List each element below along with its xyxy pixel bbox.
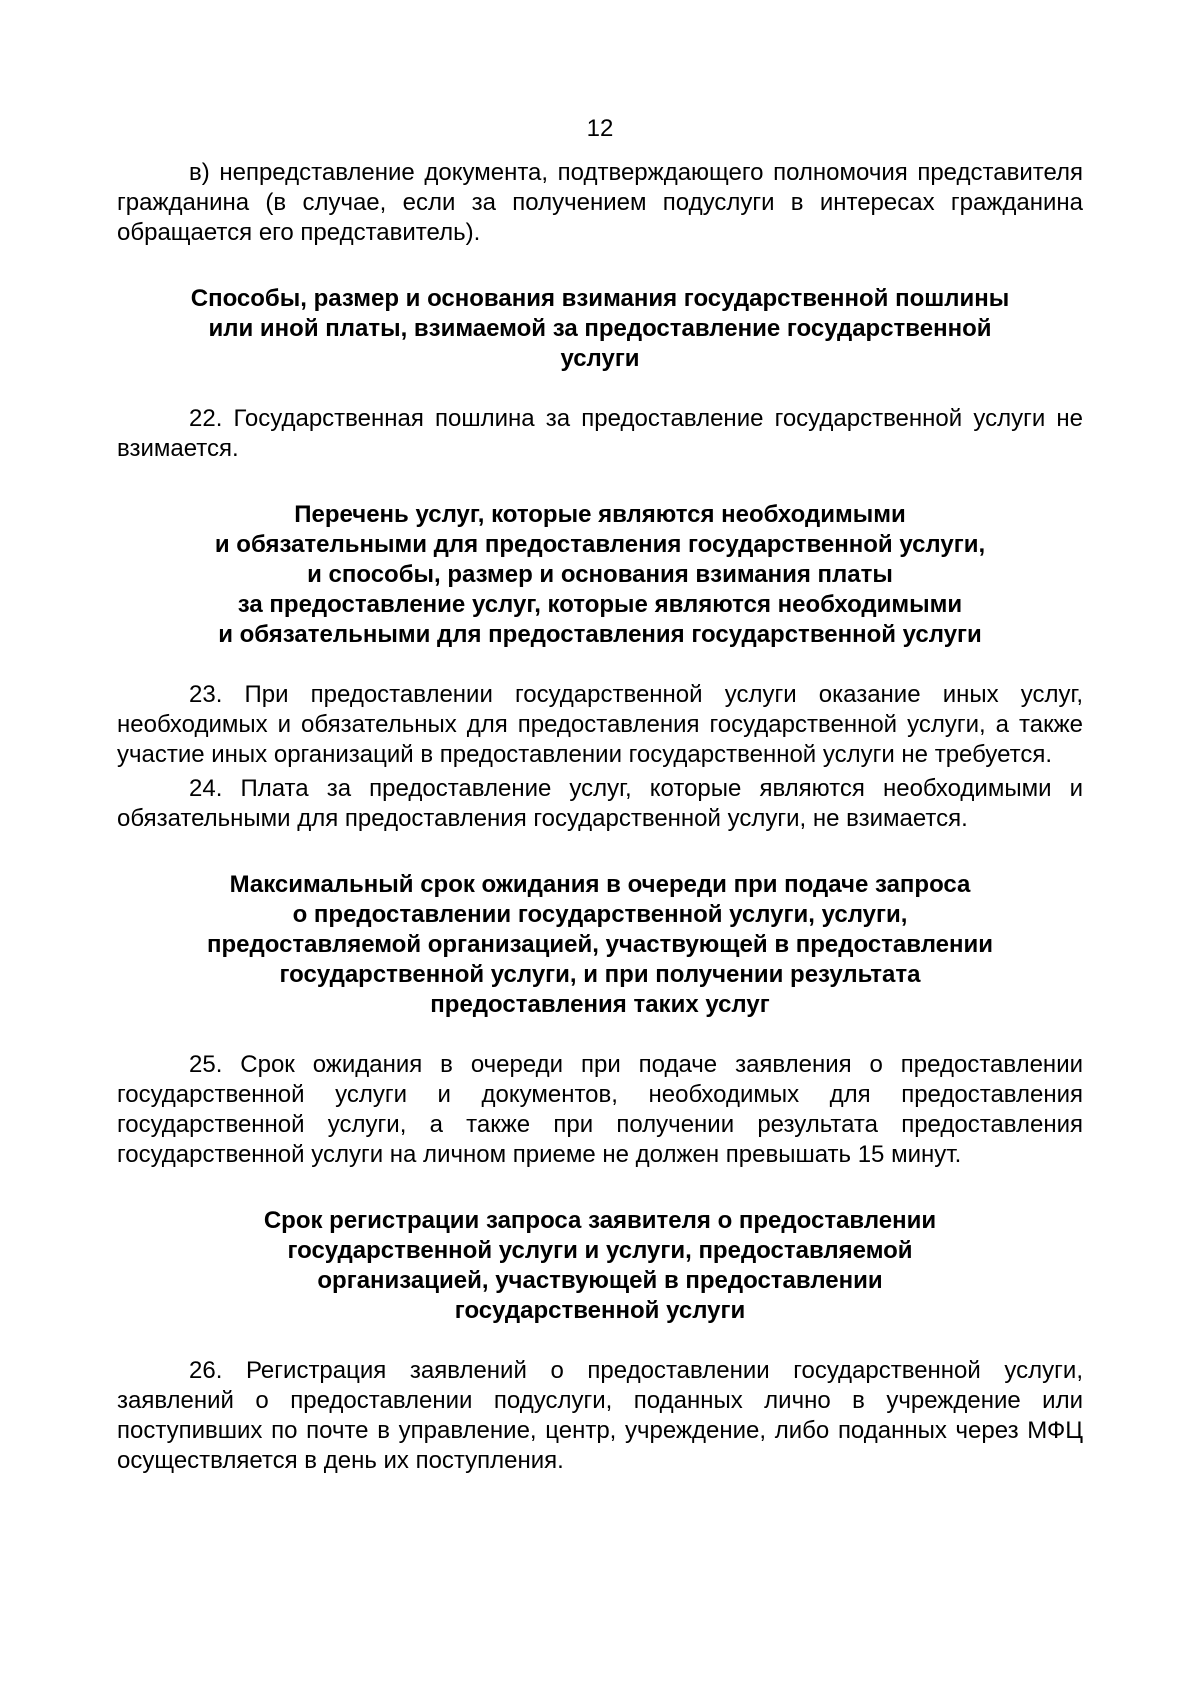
page-number: 12 (586, 115, 614, 142)
paragraph-23: 23. При предоставлении государственной услуги оказание иных услуг, необходимых и обязательных для предоставления государственной услуги, а также участие иных организаций в предоставлении государственной услуги не требуется. (117, 681, 1083, 768)
paragraph-item-v: в) непредставление документа, подтверждающего полномочия представителя гражданина (в случае, если за получением подуслуги в интересах гражданина обращается его представитель). (117, 159, 1083, 246)
paragraph-25: 25. Срок ожидания в очереди при подаче заявления о предоставлении государственной услуги и документов, необходимых для предоставления государственной услуги, а также при получении результата предоставления государственной услуги на личном приеме не должен превышать 15 минут. (117, 1051, 1083, 1168)
paragraph-26: 26. Регистрация заявлений о предоставлении государственной услуги, заявлений о предоставлении подуслуги, поданных лично в учреждение или поступивших по почте в управление, центр, учреждение, либо поданных через МФЦ осуществляется в день их поступления. (117, 1357, 1083, 1474)
section-heading-queue-wait-time: Максимальный срок ожидания в очереди при подаче запроса о предоставлении государственной услуги, услуги, предоставляемой организацией, участвующей в предоставлении государственной услуги, и при получении результата предоставления таких услуг (206, 871, 993, 1018)
paragraph-22: 22. Государственная пошлина за предоставление государственной услуги не взимается. (117, 405, 1083, 462)
document-body (117, 114, 1083, 1476)
section-heading-required-services: Перечень услуг, которые являются необходимыми и обязательными для предоставления государственной услуги, и способы, размер и основания взимания платы за предоставление услуг, которые являются необходимыми и обязательными для предоставления государственной услуги (214, 501, 986, 648)
paragraph-24: 24. Плата за предоставление услуг, которые являются необходимыми и обязательными для предоставления государственной услуги, не взимается. (117, 775, 1083, 832)
section-heading-registration-time: Срок регистрации запроса заявителя о предоставлении государственной услуги и услуги, предоставляемой организацией, участвующей в предоставлении государственной услуги (263, 1207, 937, 1324)
section-heading-state-fee: Способы, размер и основания взимания государственной пошлины или иной платы, взимаемой за предоставление государственной услуги (190, 285, 1010, 372)
